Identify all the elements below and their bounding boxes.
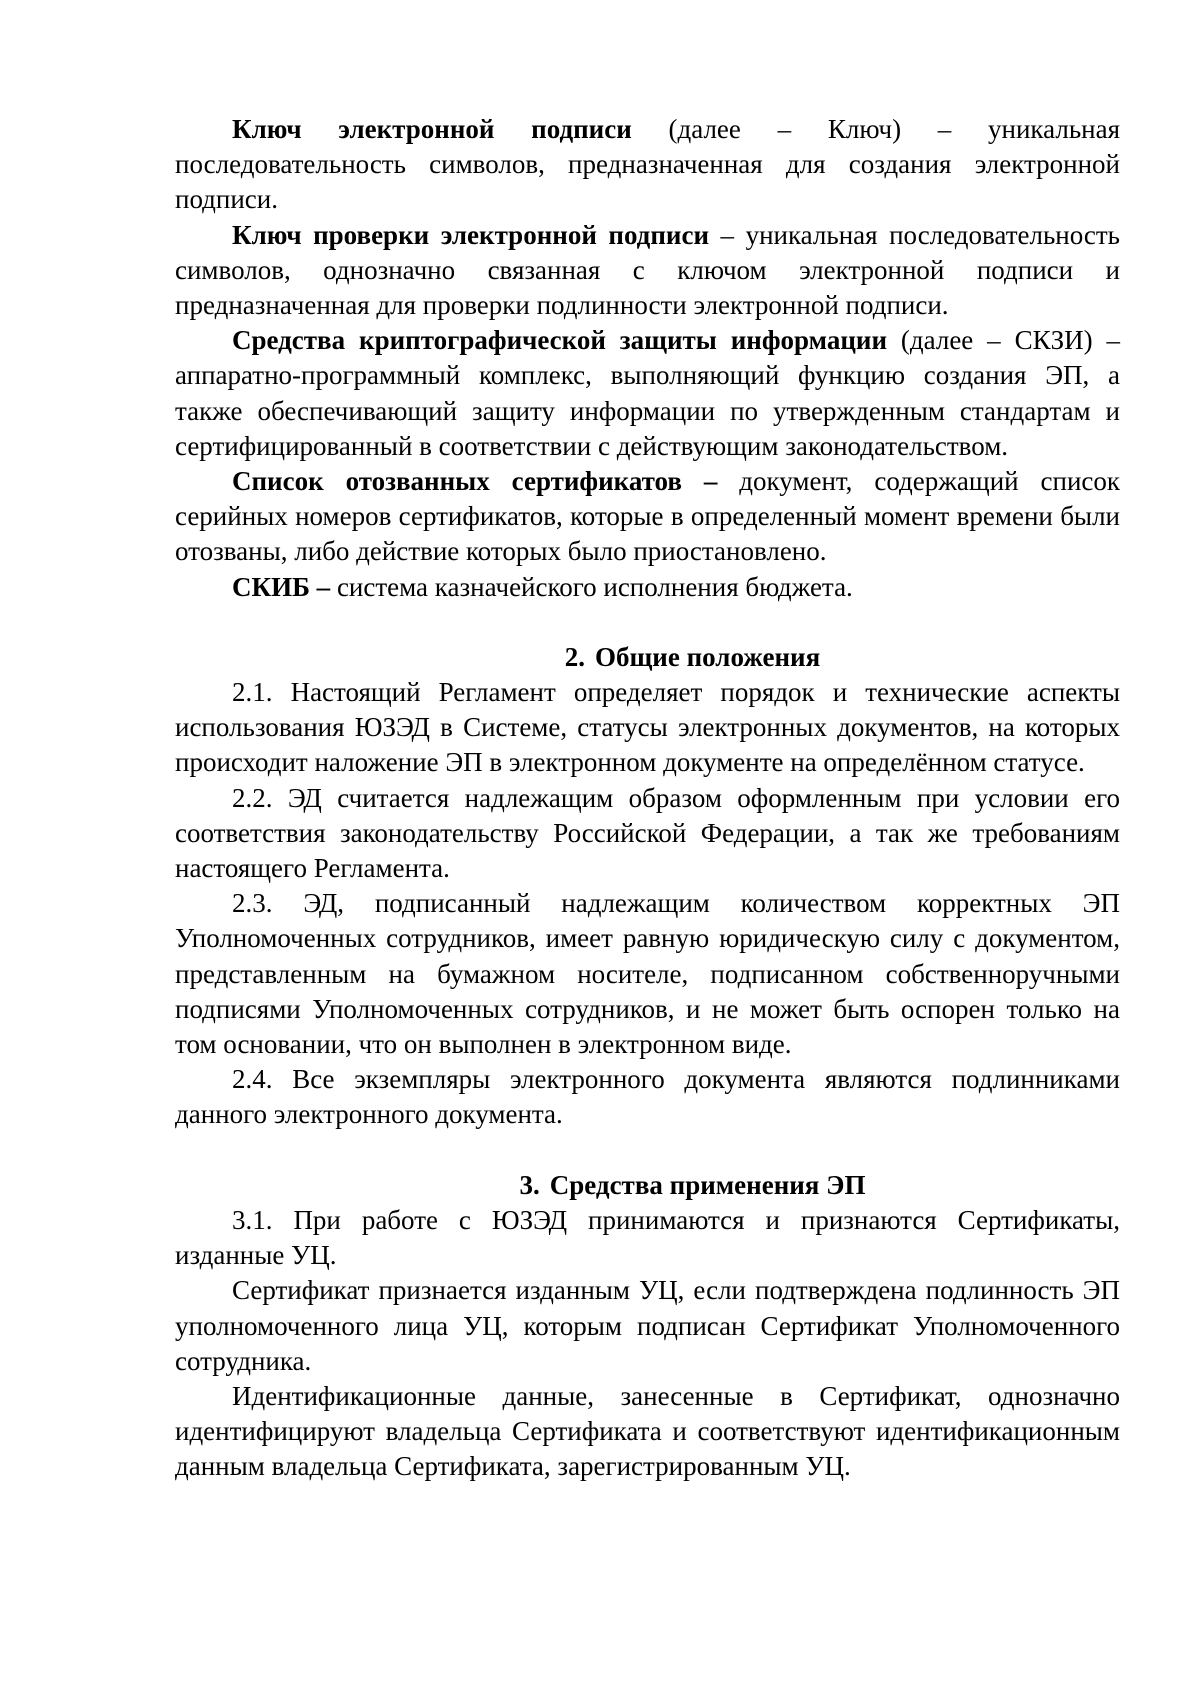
definition-text: система казначейского исполнения бюджета. <box>330 571 853 602</box>
section-paragraph: 2.4. Все экземпляры электронного документа являются подлинниками данного электронного документа. <box>175 1064 1120 1130</box>
definition-term: Ключ электронной подписи <box>232 114 632 144</box>
definition-term: Ключ проверки электронной подписи <box>232 219 709 250</box>
document-page <box>175 112 1120 1485</box>
section-spacer <box>175 1133 1120 1168</box>
definition-paragraph <box>175 464 1120 570</box>
section-number: 2. <box>564 641 586 672</box>
section-paragraph: 2.3. ЭД, подписанный надлежащим количеством корректных ЭП Уполномоченных сотрудников, имеет равную юридическую силу с документом, представленным на бумажном носителе, подписанном собственноручными подписями Уполномоченных сотрудников, и не может быть оспорен только на том основании, что он выполнен в электронном виде. <box>175 888 1120 1060</box>
section-paragraph: 3.1. При работе с ЮЗЭД принимаются и признаются Сертификаты, изданные УЦ. <box>175 1204 1120 1271</box>
definition-text: (далее – СКЗИ) – аппаратно-программный комплекс, выполняющий функцию создания ЭП, а также обеспечивающий защиту информации по утвержденным стандартам и сертифицированный в соответствии с действующим законодательством. <box>175 325 1120 461</box>
section-title-text: Общие положения <box>595 641 821 672</box>
definition-text: – уникальная последовательность символов, однозначно связанная с ключом электронной подписи и предназначенная для проверки подлинности электронной подписи. <box>175 219 1120 321</box>
definition-term: Список отозванных сертификатов – <box>232 466 718 497</box>
section-2-heading <box>175 640 1120 675</box>
definition-text: документ, содержащий список серийных номеров сертификатов, которые в определенный момент времени были отозваны, либо действие которых было приостановлено. <box>175 466 1120 567</box>
section-paragraph: Сертификат признается изданным УЦ, если подтверждена подлинность ЭП уполномоченного лица УЦ, которым подписан Сертификат Уполномоченного сотрудника. <box>175 1275 1120 1376</box>
section-paragraph: 2.1. Настоящий Регламент определяет порядок и технические аспекты использования ЮЗЭД в Системе, статусы электронных документов, на которых происходит наложение ЭП в электронном документе на определённом статусе. <box>175 677 1120 778</box>
definition-term: Средства криптографической защиты информации <box>232 325 888 356</box>
section-3-heading <box>175 1168 1120 1203</box>
section-title-text: Средства применения ЭП <box>549 1169 866 1200</box>
section-spacer <box>175 605 1120 640</box>
definition-text: (далее – Ключ) – уникальная последовательность символов, предназначенная для создания электронной подписи. <box>175 114 1120 215</box>
section-paragraph: 2.2. ЭД считается надлежащим образом оформленным при условии его соответствия законодательству Российской Федерации, а так же требованиям настоящего Регламента. <box>175 782 1120 884</box>
section-number: 3. <box>519 1169 540 1200</box>
definition-paragraph <box>175 218 1120 324</box>
definition-paragraph <box>175 112 1120 218</box>
definition-paragraph <box>175 570 1120 605</box>
section-paragraph: Идентификационные данные, занесенные в Сертификат, однозначно идентифицируют владельца Сертификата и соответствуют идентификационным данным владельца Сертификата, зарегистрированным УЦ. <box>175 1380 1120 1482</box>
definition-paragraph <box>175 323 1120 464</box>
definition-term: СКИБ – <box>232 571 331 602</box>
